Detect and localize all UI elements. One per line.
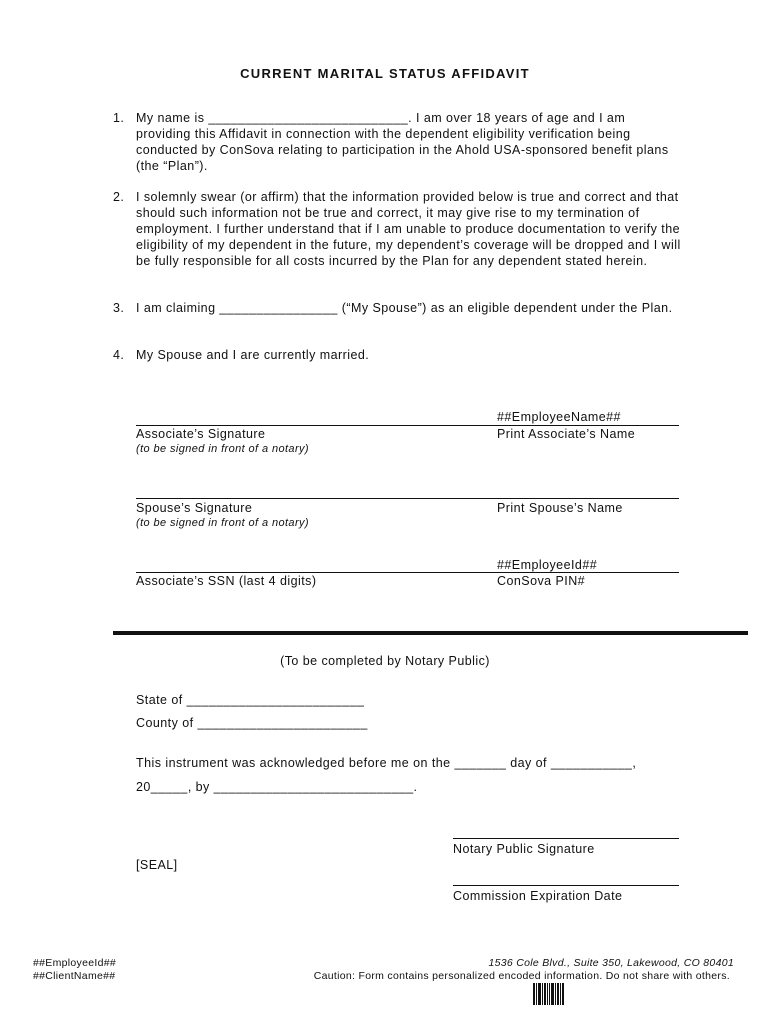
associate-ssn-label: Associate’s SSN (last 4 digits) [136, 574, 317, 588]
signed-note: (to be signed in front of a notary) [136, 517, 309, 529]
item-1 [113, 111, 683, 175]
barcode-image [533, 983, 565, 1005]
footer-caution: Caution: Form contains personalized encoded information. Do not share with others. [313, 970, 730, 982]
footer-address: 1536 Cole Blvd., Suite 350, Lakewood, CO 80401 [488, 957, 734, 969]
employee-name-placeholder: ##EmployeeName## [497, 410, 621, 424]
spouse-signature-label: Spouse’s Signature [136, 501, 253, 515]
associate-signature-label: Associate’s Signature [136, 427, 266, 441]
item-number: 2. [113, 190, 125, 204]
employee-id-placeholder: ##EmployeeId## [497, 558, 598, 572]
consova-pin-label: ConSova PIN# [497, 574, 586, 588]
signature-line [136, 498, 679, 499]
item-text: I am claiming ________________ (“My Spouse”) as an eligible dependent under the Plan. [136, 301, 673, 315]
notary-signature-line [453, 838, 679, 839]
seal-label: [SEAL] [136, 858, 178, 872]
item-text: My name is ___________________________. I am over 18 years of age and I am providing this Affidavit in connection with the dependent eligibility verification being conducted by ConSova relating to participation in the Ahold USA-sponsored benefit plans (the “Plan”). [136, 111, 669, 173]
signature-line [136, 425, 679, 426]
item-number: 3. [113, 301, 125, 315]
item-2 [113, 190, 683, 270]
item-3 [113, 301, 683, 317]
item-4 [113, 348, 683, 364]
year-by-field: 20_____, by ___________________________. [136, 780, 418, 794]
print-associate-name-label: Print Associate’s Name [497, 427, 636, 441]
notary-signature-label: Notary Public Signature [453, 842, 595, 856]
county-field: County of _______________________ [136, 716, 368, 730]
state-field: State of ________________________ [136, 693, 365, 707]
signature-line [136, 572, 679, 573]
print-spouse-name-label: Print Spouse’s Name [497, 501, 623, 515]
page-title: CURRENT MARITAL STATUS AFFIDAVIT [240, 66, 530, 81]
footer-employee-id: ##EmployeeId## [33, 957, 117, 969]
item-number: 4. [113, 348, 125, 362]
item-number: 1. [113, 111, 125, 125]
commission-expiration-label: Commission Expiration Date [453, 889, 623, 903]
footer-client-name: ##ClientName## [33, 970, 116, 982]
notary-heading: (To be completed by Notary Public) [280, 654, 490, 668]
signed-note: (to be signed in front of a notary) [136, 443, 309, 455]
commission-line [453, 885, 679, 886]
item-text: I solemnly swear (or affirm) that the information provided below is true and correct and that should such information not be true and correct, it may give rise to my termination of employment. I further understand that if I am unable to produce documentation to verify the eligibility of my dependent in the future, my dependent’s coverage will be dropped and I will be fully responsible for all costs incurred by the Plan for any dependent stated herein. [136, 190, 681, 268]
section-divider [113, 631, 748, 635]
acknowledged-text: This instrument was acknowledged before me on the _______ day of ___________, [136, 756, 637, 770]
item-text: My Spouse and I are currently married. [136, 348, 370, 362]
